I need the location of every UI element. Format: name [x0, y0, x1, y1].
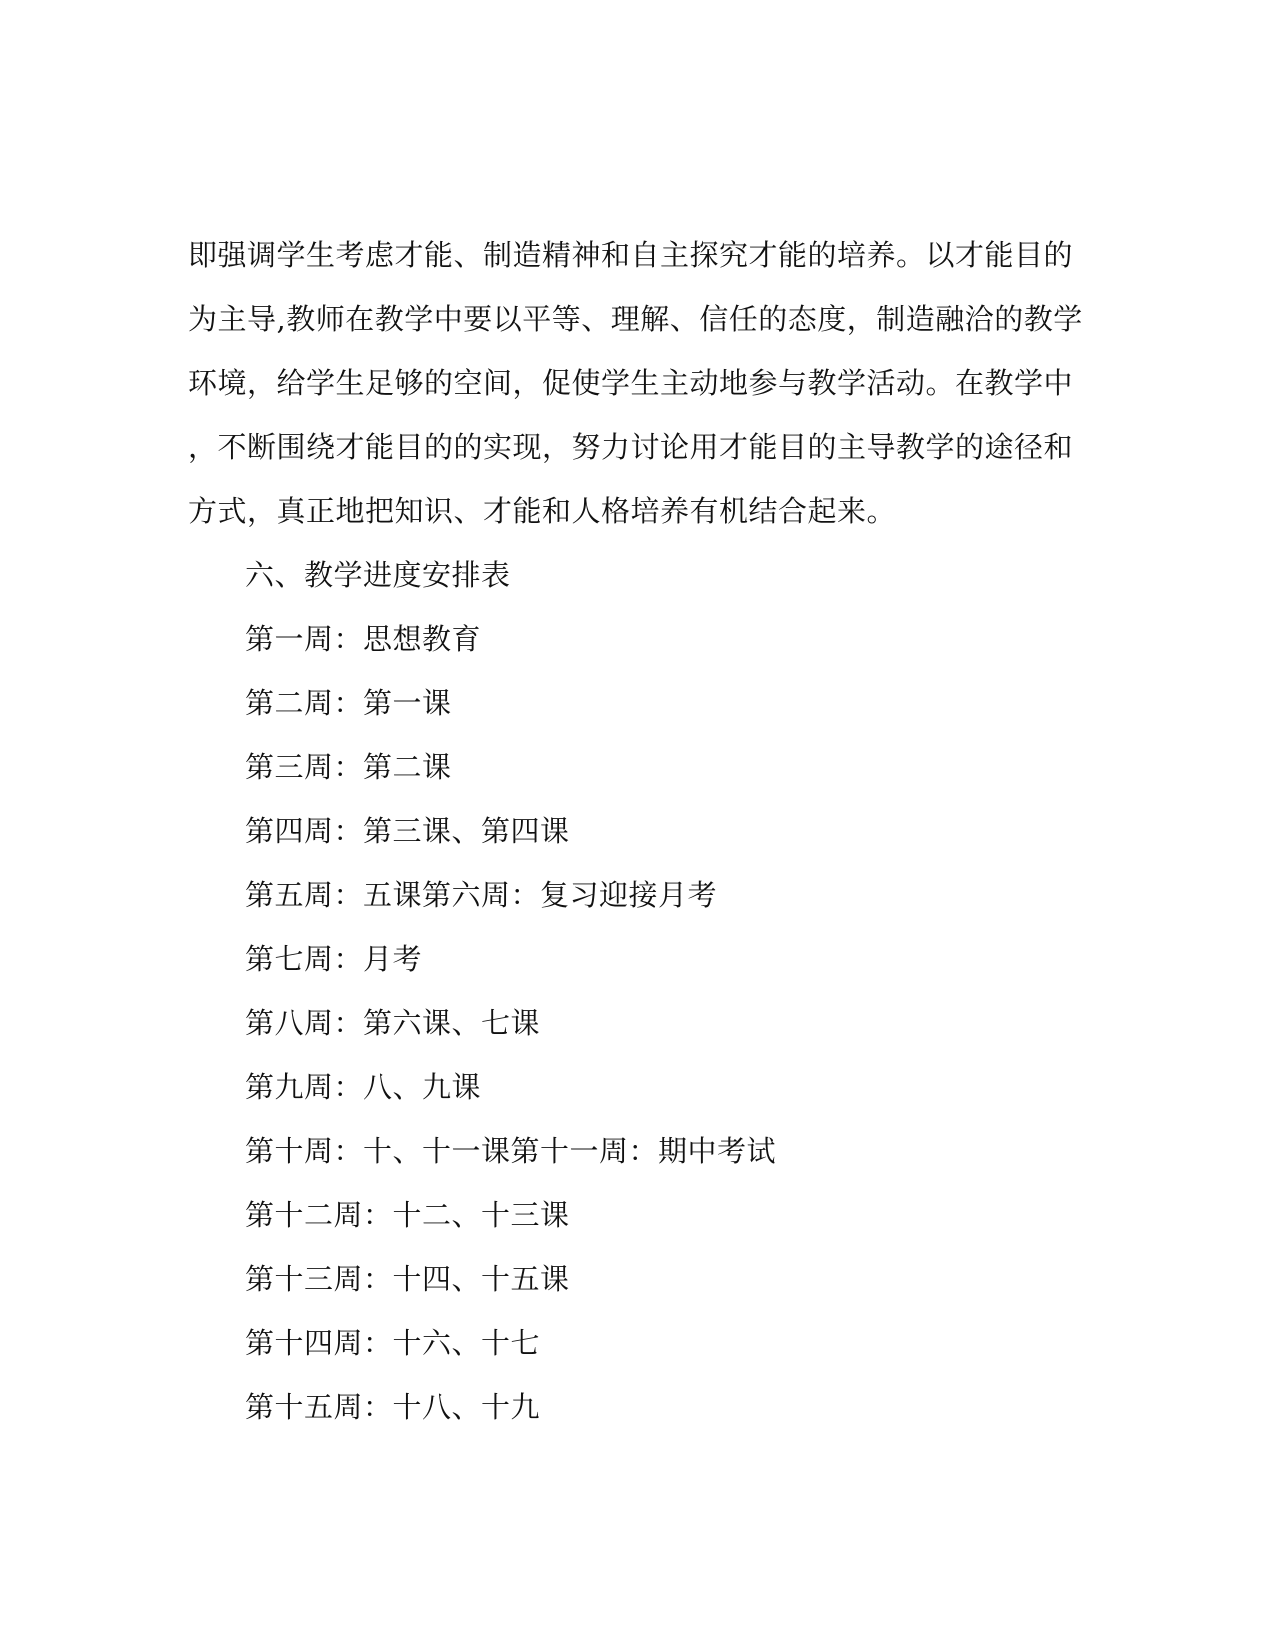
- schedule-item: 第十五周：十八、十九: [245, 1390, 541, 1424]
- schedule-item: 第四周：第三课、第四课: [245, 814, 570, 848]
- schedule-item: 第七周：月考: [245, 942, 423, 976]
- schedule-item: 第二周：第一课: [245, 686, 452, 720]
- section-heading: 六、教学进度安排表: [245, 558, 511, 592]
- schedule-item: 第十四周：十六、十七: [245, 1326, 541, 1360]
- schedule-item: 第十三周：十四、十五课: [245, 1262, 570, 1296]
- schedule-item: 第十周：十、十一课第十一周：期中考试: [245, 1134, 777, 1168]
- schedule-item: 第十二周：十二、十三课: [245, 1198, 570, 1232]
- schedule-item: 第一周：思想教育: [245, 622, 482, 656]
- paragraph-line: 环境，给学生足够的空间，促使学生主动地参与教学活动。在教学中: [188, 366, 1074, 400]
- schedule-item: 第五周：五课第六周：复习迎接月考: [245, 878, 718, 912]
- paragraph-line: ，不断围绕才能目的的实现，努力讨论用才能目的主导教学的途径和: [188, 430, 1074, 464]
- paragraph-line: 为主导,教师在教学中要以平等、理解、信任的态度，制造融洽的教学: [188, 302, 1083, 336]
- paragraph-line: 方式，真正地把知识、才能和人格培养有机结合起来。: [188, 494, 897, 528]
- paragraph-line: 即强调学生考虑才能、制造精神和自主探究才能的培养。以才能目的: [188, 238, 1074, 272]
- schedule-item: 第三周：第二课: [245, 750, 452, 784]
- schedule-item: 第九周：八、九课: [245, 1070, 482, 1104]
- schedule-item: 第八周：第六课、七课: [245, 1006, 541, 1040]
